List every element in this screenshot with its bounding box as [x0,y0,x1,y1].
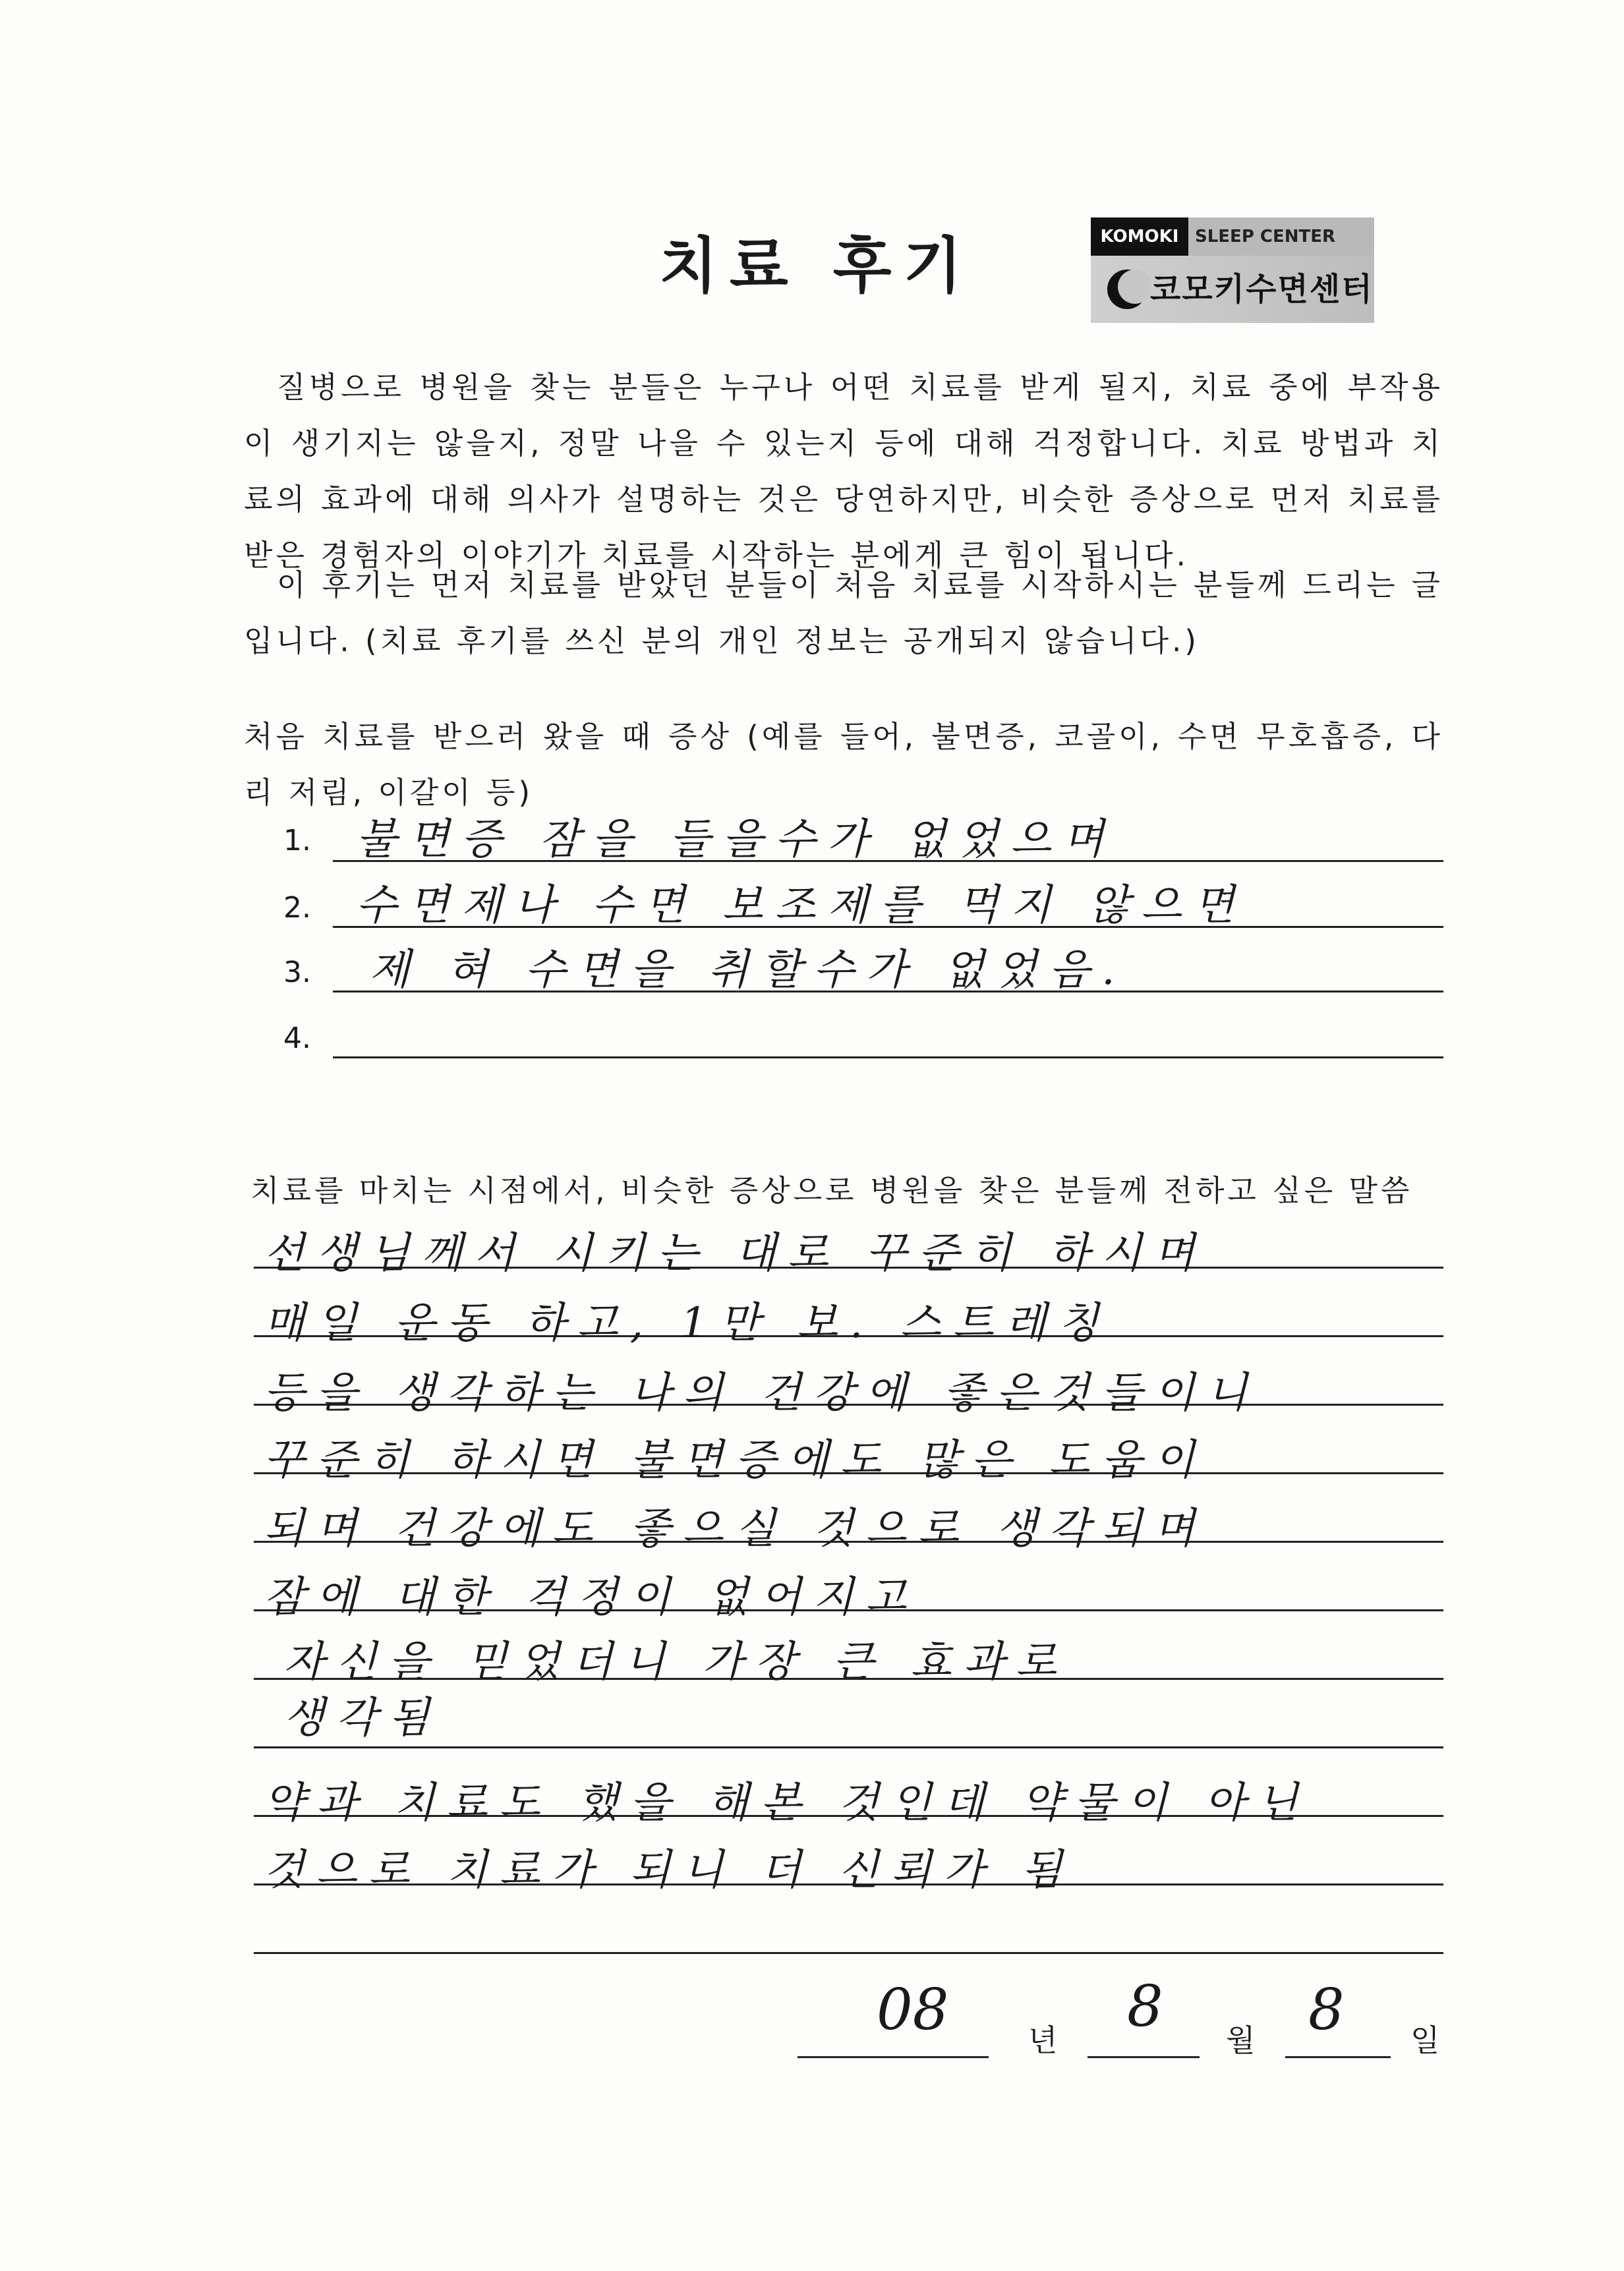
logo-name-text: 코모키수면센터 [1150,271,1374,308]
symptom-line-4 [333,1056,1443,1058]
komoki-logo [1091,217,1374,323]
closing-line-11 [254,1952,1443,1954]
closing-text-4[interactable]: 꾸준히 하시면 불면증에도 많은 도움이 [264,1436,1207,1485]
closing-text-6[interactable]: 잠에 대한 걱정이 없어지고 [264,1573,919,1622]
symptom-number-3: 3. [283,956,311,989]
closing-text-2[interactable]: 매일 운동 하고, 1만 보. 스트레칭 [264,1299,1111,1348]
date-month[interactable]: 8 [1127,1974,1163,2040]
symptom-number-1: 1. [283,824,311,857]
symptoms-prompt: 처음 치료를 받으러 왔을 때 증상 (예를 들어, 불면증, 코골이, 수면 무호흡증, 다리 저림, 이갈이 등) [244,719,1443,810]
symptom-text-3[interactable]: 제 혀 수면을 취할수가 없었음. [369,946,1127,994]
symptom-text-2[interactable]: 수면제나 수면 보조제를 먹지 않으면 [356,881,1246,930]
date-month-label: 월 [1226,2023,1256,2058]
closing-text-1[interactable]: 선생님께서 시키는 대로 꾸준히 하시며 [264,1229,1207,1278]
symptom-number-2: 2. [283,891,311,925]
intro-paragraph-1: 질병으로 병원을 찾는 분들은 누구나 어떤 치료를 받게 될지, 치료 중에 부작용이 생기지는 않을지, 정말 나을 수 있는지 등에 대해 걱정합니다. 치료 방법과 치료의 효과에 대해 의사가 설명하는 것은 당연하지만, 비슷한 증상으로 먼저 치료를 받은 경험자의 이야기가 치료를 시작하는 분에게 큰 힘이 됩니다. [244,370,1443,573]
closing-text-7[interactable]: 자신을 믿었더니 가장 큰 효과로 [283,1638,1069,1686]
date-year-line [798,2056,989,2058]
closing-text-9[interactable]: 약과 치료도 했을 해본 것인데 약물이 아닌 [264,1779,1310,1827]
date-year-label: 년 [1028,2023,1058,2058]
logo-banner [1091,217,1374,256]
logo-komoki-text: KOMOKI [1091,217,1188,256]
page-title: 치료 후기 [659,231,974,301]
closing-text-10[interactable]: 것으로 치료가 되니 더 신뢰가 됨 [264,1846,1074,1895]
date-day-label: 일 [1410,2023,1440,2058]
date-year[interactable]: 08 [877,1977,949,2043]
closing-text-8[interactable]: 생각됨 [283,1694,442,1742]
intro-paragraph-2: 이 후기는 먼저 치료를 받았던 분들이 처음 치료를 시작하시는 분들께 드리는 글입니다. (치료 후기를 쓰신 분의 개인 정보는 공개되지 않습니다.) [244,567,1443,658]
closing-prompt: 치료를 마치는 시점에서, 비슷한 증상으로 병원을 찾은 분들께 전하고 싶은 말씀 [250,1173,1413,1208]
closing-text-5[interactable]: 되며 건강에도 좋으실 것으로 생각되며 [264,1505,1207,1553]
logo-name-bar [1091,256,1374,323]
closing-line-8 [254,1746,1443,1748]
date-day[interactable]: 8 [1308,1977,1345,2043]
moon-icon [1104,266,1150,312]
symptom-number-4: 4. [283,1021,311,1055]
symptom-text-1[interactable]: 불면증 잠을 들을수가 없었으며 [356,815,1116,864]
date-day-line [1285,2056,1391,2058]
date-month-line [1088,2056,1200,2058]
closing-text-3[interactable]: 등을 생각하는 나의 건강에 좋은것들이니 [264,1369,1260,1418]
logo-sleep-center-text: SLEEP CENTER [1195,227,1336,246]
